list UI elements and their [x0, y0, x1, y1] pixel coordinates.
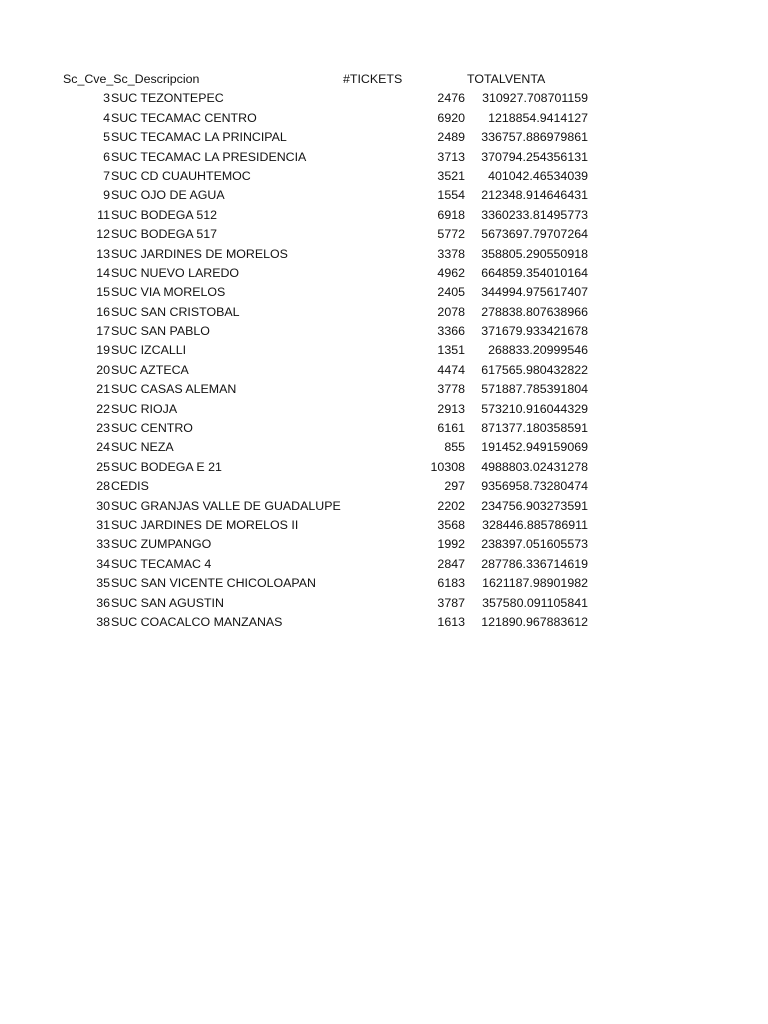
cell-description: SUC AZTECA [111, 362, 189, 377]
table-row [0, 458, 768, 477]
table-body [0, 89, 768, 632]
cell-description: SUC SAN PABLO [111, 324, 210, 339]
cell-cve: 21 [96, 382, 110, 397]
cell-description: SUC JARDINES DE MORELOS II [111, 517, 299, 532]
cell-total: 238397.051605573 [481, 537, 588, 552]
table-row [0, 186, 768, 205]
table-row [0, 594, 768, 613]
cell-tickets: 2405 [437, 285, 465, 300]
cell-tickets: 3713 [437, 149, 465, 164]
table-row [0, 400, 768, 419]
cell-description: SUC TECAMAC LA PRINCIPAL [111, 130, 287, 145]
report-table [0, 70, 768, 632]
cell-cve: 23 [96, 421, 110, 436]
cell-total: 571887.785391804 [481, 382, 588, 397]
cell-cve: 25 [96, 459, 110, 474]
cell-cve: 24 [96, 440, 110, 455]
cell-total: 234756.903273591 [481, 498, 588, 513]
table-row [0, 380, 768, 399]
cell-tickets: 2202 [437, 498, 465, 513]
cell-description: SUC NEZA [111, 440, 174, 455]
table-row [0, 89, 768, 108]
cell-cve: 13 [96, 246, 110, 261]
cell-cve: 17 [96, 324, 110, 339]
cell-tickets: 10308 [430, 459, 465, 474]
cell-total: 1621187.98901982 [482, 576, 588, 591]
cell-total: 121890.967883612 [481, 614, 588, 629]
cell-description: SUC IZCALLI [111, 343, 187, 358]
cell-tickets: 4962 [437, 265, 465, 280]
cell-tickets: 1613 [437, 614, 465, 629]
cell-description: CEDIS [111, 479, 149, 494]
cell-tickets: 297 [444, 479, 465, 494]
table-row [0, 322, 768, 341]
cell-cve: 30 [96, 498, 110, 513]
cell-description: SUC TEZONTEPEC [111, 91, 224, 106]
cell-total: 336757.886979861 [481, 130, 588, 145]
cell-tickets: 1554 [437, 188, 465, 203]
cell-tickets: 5772 [437, 227, 465, 242]
cell-cve: 11 [97, 207, 110, 222]
cell-total: 871377.180358591 [481, 421, 588, 436]
cell-total: 4988803.02431278 [481, 459, 588, 474]
table-row [0, 109, 768, 128]
cell-cve: 34 [96, 556, 110, 571]
cell-tickets: 2078 [437, 304, 465, 319]
cell-cve: 20 [96, 362, 110, 377]
table-row [0, 361, 768, 380]
cell-tickets: 1992 [437, 537, 465, 552]
cell-total: 357580.091105841 [482, 595, 588, 610]
table-row [0, 535, 768, 554]
cell-description: SUC COACALCO MANZANAS [111, 614, 283, 629]
cell-total: 5673697.79707264 [481, 227, 588, 242]
cell-cve: 6 [103, 149, 110, 164]
cell-total: 287786.336714619 [481, 556, 588, 571]
cell-total: 3360233.81495773 [481, 207, 588, 222]
cell-description: SUC SAN CRISTOBAL [111, 304, 240, 319]
cell-total: 328446.885786911 [482, 517, 588, 532]
cell-description: SUC CD CUAUHTEMOC [111, 168, 251, 183]
cell-cve: 12 [96, 227, 110, 242]
cell-tickets: 6920 [437, 110, 465, 125]
cell-total: 278838.807638966 [481, 304, 588, 319]
cell-tickets: 1351 [437, 343, 465, 358]
cell-cve: 19 [96, 343, 110, 358]
table-row [0, 264, 768, 283]
cell-total: 268833.20999546 [488, 343, 588, 358]
cell-tickets: 3521 [437, 168, 465, 183]
cell-tickets: 4474 [437, 362, 465, 377]
table-row [0, 497, 768, 516]
cell-tickets: 855 [444, 440, 465, 455]
cell-total: 573210.916044329 [481, 401, 588, 416]
cell-cve: 14 [96, 265, 110, 280]
cell-total: 617565.980432822 [481, 362, 588, 377]
cell-total: 358805.290550918 [481, 246, 588, 261]
cell-cve: 38 [96, 614, 110, 629]
cell-cve: 5 [103, 130, 110, 145]
table-row [0, 225, 768, 244]
cell-description: SUC OJO DE AGUA [111, 188, 225, 203]
cell-description: SUC NUEVO LAREDO [111, 265, 240, 280]
cell-cve: 22 [96, 401, 110, 416]
cell-total: 1218854.9414127 [488, 110, 588, 125]
table-row [0, 206, 768, 225]
cell-description: SUC TECAMAC CENTRO [111, 110, 257, 125]
header-description: Sc_Cve_Sc_Descripcion [63, 72, 200, 86]
cell-tickets: 6183 [437, 576, 465, 591]
cell-cve: 7 [103, 168, 110, 183]
cell-total: 664859.354010164 [481, 265, 588, 280]
table-row [0, 148, 768, 167]
cell-total: 371679.933421678 [481, 324, 588, 339]
header-tickets: #TICKETS [343, 72, 403, 86]
table-row [0, 438, 768, 457]
table-row [0, 167, 768, 186]
cell-description: SUC SAN VICENTE CHICOLOAPAN [111, 576, 316, 591]
cell-cve: 4 [103, 110, 110, 125]
cell-tickets: 3778 [437, 382, 465, 397]
cell-description: SUC RIOJA [111, 401, 178, 416]
cell-cve: 36 [96, 595, 110, 610]
cell-cve: 33 [96, 537, 110, 552]
table-row [0, 419, 768, 438]
cell-tickets: 3568 [437, 517, 465, 532]
cell-description: SUC TECAMAC 4 [111, 556, 212, 571]
table-row [0, 245, 768, 264]
cell-total: 9356958.73280474 [481, 479, 588, 494]
table-row [0, 303, 768, 322]
cell-description: SUC VIA MORELOS [111, 285, 226, 300]
cell-cve: 16 [96, 304, 110, 319]
cell-description: SUC BODEGA 512 [111, 207, 218, 222]
table-row [0, 555, 768, 574]
table-row [0, 128, 768, 147]
cell-tickets: 3378 [437, 246, 465, 261]
cell-tickets: 6918 [437, 207, 465, 222]
cell-description: SUC JARDINES DE MORELOS [111, 246, 288, 261]
table-row [0, 341, 768, 360]
cell-tickets: 6161 [437, 421, 465, 436]
header-total: TOTALVENTA [467, 72, 546, 86]
cell-description: SUC CENTRO [111, 421, 193, 436]
cell-description: SUC CASAS ALEMAN [111, 382, 237, 397]
header-row [0, 70, 768, 89]
cell-tickets: 3366 [437, 324, 465, 339]
cell-cve: 3 [103, 91, 110, 106]
cell-description: SUC SAN AGUSTIN [111, 595, 224, 610]
table-row [0, 283, 768, 302]
cell-cve: 31 [96, 517, 110, 532]
cell-cve: 35 [96, 576, 110, 591]
cell-cve: 9 [103, 188, 110, 203]
cell-description: SUC BODEGA E 21 [111, 459, 222, 474]
cell-description: SUC GRANJAS VALLE DE GUADALUPE [111, 498, 341, 513]
cell-tickets: 2913 [437, 401, 465, 416]
cell-total: 370794.254356131 [481, 149, 588, 164]
cell-cve: 15 [96, 285, 110, 300]
table-row [0, 477, 768, 496]
cell-description: SUC TECAMAC LA PRESIDENCIA [111, 149, 307, 164]
cell-total: 212348.914646431 [481, 188, 588, 203]
table-row [0, 516, 768, 535]
cell-cve: 28 [96, 479, 110, 494]
cell-tickets: 2847 [437, 556, 465, 571]
table-row [0, 574, 768, 593]
cell-description: SUC ZUMPANGO [111, 537, 212, 552]
cell-tickets: 2476 [437, 91, 465, 106]
cell-total: 191452.949159069 [481, 440, 588, 455]
cell-description: SUC BODEGA 517 [111, 227, 218, 242]
table-row [0, 613, 768, 632]
cell-tickets: 3787 [437, 595, 465, 610]
cell-tickets: 2489 [437, 130, 465, 145]
cell-total: 310927.708701159 [482, 91, 588, 106]
cell-total: 344994.975617407 [481, 285, 588, 300]
cell-total: 401042.46534039 [488, 168, 588, 183]
